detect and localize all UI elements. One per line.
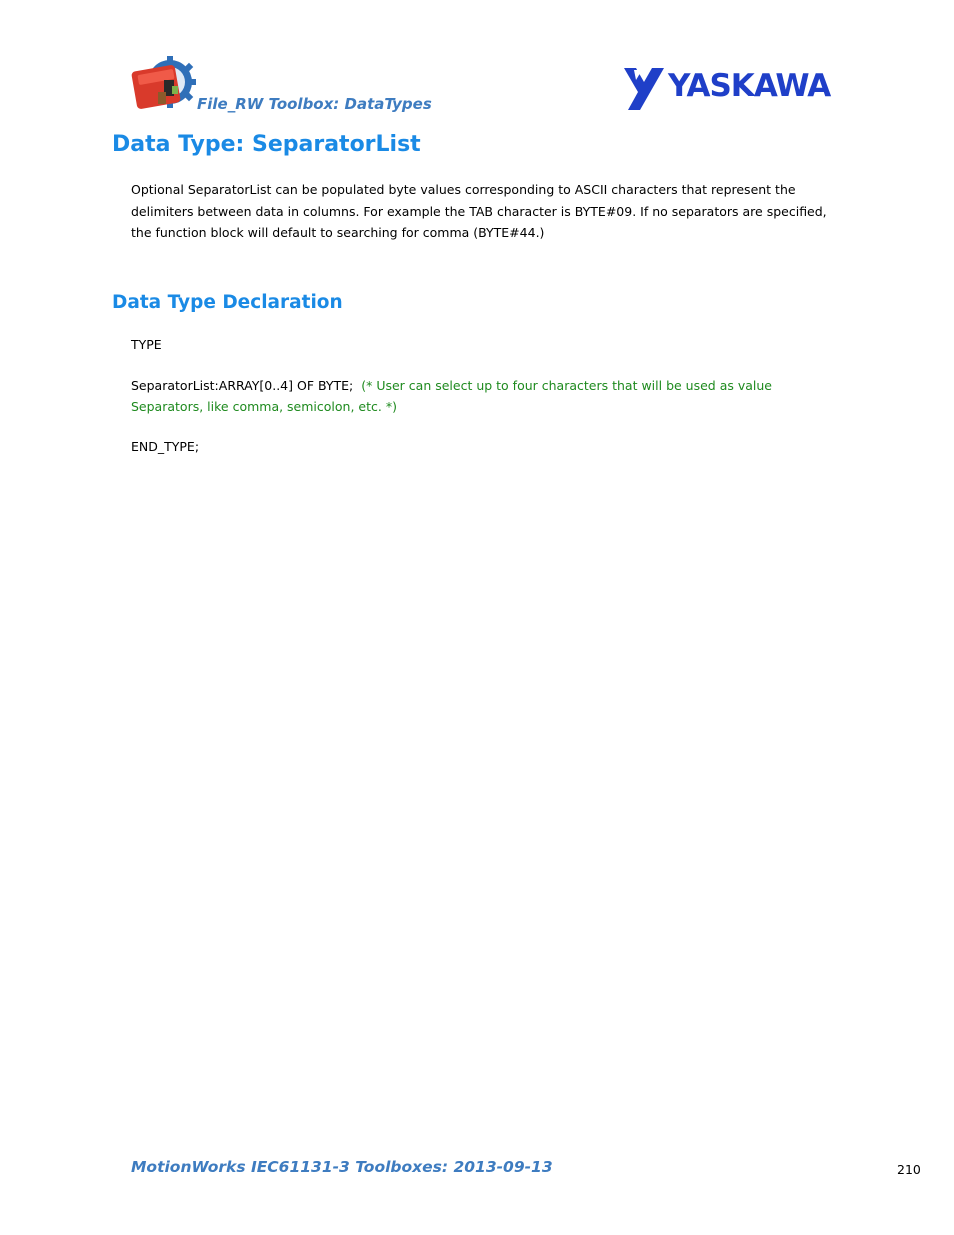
page-number: 210	[897, 1162, 921, 1177]
intro-line: the function block will default to searching for comma (BYTE#44.)	[131, 225, 545, 240]
toolbox-title: File_RW Toolbox: DataTypes	[197, 95, 432, 113]
page-title: Data Type: SeparatorList	[112, 132, 421, 157]
intro-paragraph	[131, 179, 851, 244]
yaskawa-logo-icon	[620, 66, 845, 112]
toolbox-logo-icon	[130, 56, 198, 112]
code-comment: (* User can select up to four characters that will be used as value	[361, 378, 772, 393]
intro-line: Optional SeparatorList can be populated byte values corresponding to ASCII characters that represent the	[131, 182, 796, 197]
section-title-declaration: Data Type Declaration	[112, 292, 343, 313]
intro-line: delimiters between data in columns. For example the TAB character is BYTE#09. If no separators are specified,	[131, 203, 827, 219]
footer-title: MotionWorks IEC61131-3 Toolboxes: 2013-09-13	[131, 1158, 553, 1176]
code-end-keyword: END_TYPE;	[131, 439, 200, 454]
code-comment: Separators, like comma, semicolon, etc. *)	[131, 399, 397, 414]
code-declaration-block	[131, 375, 772, 417]
code-type-keyword: TYPE	[131, 337, 162, 352]
code-declaration: SeparatorList:ARRAY[0..4] OF BYTE;	[131, 378, 354, 393]
svg-text:YASKAWA: YASKAWA	[668, 68, 831, 104]
